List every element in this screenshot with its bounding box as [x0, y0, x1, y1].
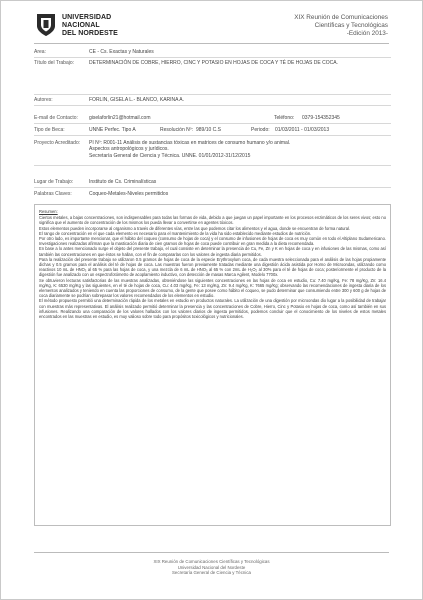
abstract-paragraph: Estos elementos pueden incorporarse al organismo a través de diferentes vías, entre las que podemos citar los alimentos y el agua, donde se encuentran de forma natural.: [39, 225, 351, 231]
title-row: [34, 60, 394, 76]
university-logo: [35, 12, 155, 44]
authors-label: Autores:: [34, 97, 53, 103]
abstract-paragraph: Se obtuvieron lecturas satisfactorias de las muestras analizadas, obteniéndose las siguientes concentraciones en las hojas de coca en estudio, Cu: 7.40 mg/Kg, Fe: 78 mg/Kg, Zn: 16.4 mg/Kg, K: 6530 mg/Kg y las siguientes, en el té de hojas de coca, Cu: 4.03 mg/Kg, Fe: 13 mg/Kg, Zn: 9.4 mg/Kg, K: 7665 mg/Kg; observando las recomendaciones de ingesta diaria de los elementos analizados y teniendo en cuenta las proporciones de consumo, de la gente que posee como hábito el coqueo, se pudo determinar que consumiendo entre 300 y 600 g de hojas de coca diariamente se podrían sobrepasar los valores recomendados de los elementos en estudio.: [39, 277, 386, 299]
abstract-paragraph: El rango de concentración en el que cada elemento es necesario para el mantenimiento de la vida ha sido establecido mediante estudios de nutrición.: [39, 230, 312, 236]
phone-value: 0379-154352345: [302, 115, 340, 121]
area-label: Area:: [34, 49, 46, 55]
row-divider: [34, 187, 391, 188]
row-divider: [34, 105, 391, 106]
abstract-paragraph: El método propuesto permitió una determinación rápida de los metales en estudio en productos naturales. La utilización de una digestión por microondas dio lugar a la posibilidad de trabajar con muestras más representativas. El análisis realizado permitió determinar la presencia y las concentraciones de Cobre, Hierro, Cinc y Potasio en hojas de coca, como así también en sus infusiones. Realizando una comparación de los valores hallados con los valores diarios de ingesta permitidos, podemos concluir que el conocimiento de los niveles de estos metales encontrados en las muestras en estudio, es muy valioso sobre todo para propósitos toxicológicos y nutricionales.: [39, 298, 386, 320]
footer-line: Secretaría General de Ciencia y Técnica: [172, 570, 251, 576]
phone-label: Teléfono:: [274, 115, 295, 121]
row-divider: [34, 94, 391, 95]
period-value: 01/03/2011 - 01/03/2013: [275, 127, 330, 133]
footer-divider: [34, 552, 389, 553]
header-divider: [34, 43, 389, 44]
resolution-value: 989/10 C.S: [196, 127, 222, 133]
workplace-label: Lugar de Trabajo:: [34, 179, 74, 185]
email-label: E-mail de Contacto:: [34, 115, 78, 121]
university-shield-icon: [35, 12, 57, 38]
university-name-line: NACIONAL: [62, 22, 100, 29]
meeting-edition: -Edición 2013-: [346, 30, 388, 37]
abstract-box: [34, 204, 391, 526]
project-value: [89, 140, 394, 159]
period-label: Periodo:: [251, 127, 270, 133]
keywords-label: Palabras Claves:: [34, 191, 72, 197]
resolution-label: Resolución Nº:: [160, 127, 193, 133]
abstract-paragraph: Para la realización del presente trabajo se utilizaron 0.5 gramos de hojas de coca de la especie Erythroxylum coca, de cada muestra seleccionada para el análisis de las hojas propiamente dichas y 0.5 gramos para el análisis del té de hojas de coca. Las muestras fueron previamente tratadas mediante una digestión ácida asistida por Horno de Microondas, utilizando como reactivos 10 mL de HNO₃ al 65 % para las hojas de coca, y una mezcla de 6 mL de HNO₃ al 65 % con 2mL de H₂O₂ al 30% para el té de hojas de coca; posteriormente el producto de la digestión fue analizado con un espectrofotómetro de acoplamiento inductivo, con detección de masas Marca Agilent, Modelo 7700x.: [39, 256, 386, 278]
meeting-title: [198, 14, 388, 38]
footer-line: Universidad Nacional del Nordeste: [177, 564, 246, 570]
footer-line: XIX Reunión de Comunicaciones Científicas y Tecnológicas: [153, 559, 270, 564]
university-name: [62, 14, 118, 38]
row-divider: [34, 165, 391, 166]
scholarship-label: Tipo de Beca:: [34, 127, 65, 133]
abstract-paragraph: Ciertos metales, a bajas concentraciones, son indispensables para todas las formas de vida, debido a que juegan un papel importante en los procesos enzimáticos de los seres vivos; esto no significa que el aumento de concentración de los mismos los pueda llevar a convertirse en agentes tóxicos.: [39, 215, 386, 226]
email-value: giselaforlin21@hotmail.com: [89, 115, 151, 121]
abstract-title: Resumen:: [39, 209, 58, 214]
keywords-value: Coqueo-Metales-Niveles permitidos: [89, 191, 169, 197]
scholarship-value: UNNE Perfec. Tipo A: [89, 127, 136, 133]
project-line: Secretaría General de Ciencia y Técnica. UNNE. 01/01/2012-31/12/2015: [89, 152, 251, 159]
project-line: Aspectos antropológicos y jurídicos.: [89, 146, 169, 153]
footer: [34, 559, 389, 576]
authors-value: FORLIN, GISELA L.- BLANCO, KARINA A.: [89, 97, 185, 103]
university-name-line: DEL NORDESTE: [62, 30, 118, 37]
university-name-line: UNIVERSIDAD: [62, 14, 112, 21]
title-value: DETERMINACIÓN DE COBRE, HIERRO, CINC Y POTASIO EN HOJAS DE COCA Y TÉ DE HOJAS DE COCA.: [89, 60, 338, 66]
project-label: Proyecto Acreditado:: [34, 140, 81, 146]
meeting-title-line: XIX Reunión de Comunicaciones: [294, 14, 388, 21]
area-value: CE - Cs. Exactas y Naturales: [89, 49, 154, 55]
title-label: Título del Trabajo:: [34, 60, 75, 66]
meeting-title-line: Científicas y Tecnológicas: [314, 22, 388, 29]
row-divider: [34, 57, 391, 58]
row-divider: [34, 123, 391, 124]
abstract-paragraph: En base a lo antes mencionado surge el objeto del presente trabajo, el cual consiste en determinar la presencia de Cu, Fe, Zn y K en hojas de coca y en infusiones de las mismas, como así también las concentraciones en que éstos se hallan, con el fin de compararlas con los valores de ingesta diaria permitidos.: [39, 246, 386, 257]
workplace-value: Instituto de Cs. Criminalísticas: [89, 179, 157, 185]
project-line: PI Nº: R001-11 Análisis de sustancias tóxicas en matrices de consumo humano y/o animal.: [89, 140, 291, 146]
row-divider: [34, 135, 391, 136]
abstract-paragraph: Por otro lado, es importante mencionar, que el hábito del coqueo (consumo de hojas de coca) y el consumo de infusiones de hojas de coca es muy común en todo el Altiplano Sudamericano. Investigaciones realizadas afirman que la masticación diaria de cien gramos de hojas de coca puede contribuir en gran medida a la dieta recomendada.: [39, 236, 386, 247]
